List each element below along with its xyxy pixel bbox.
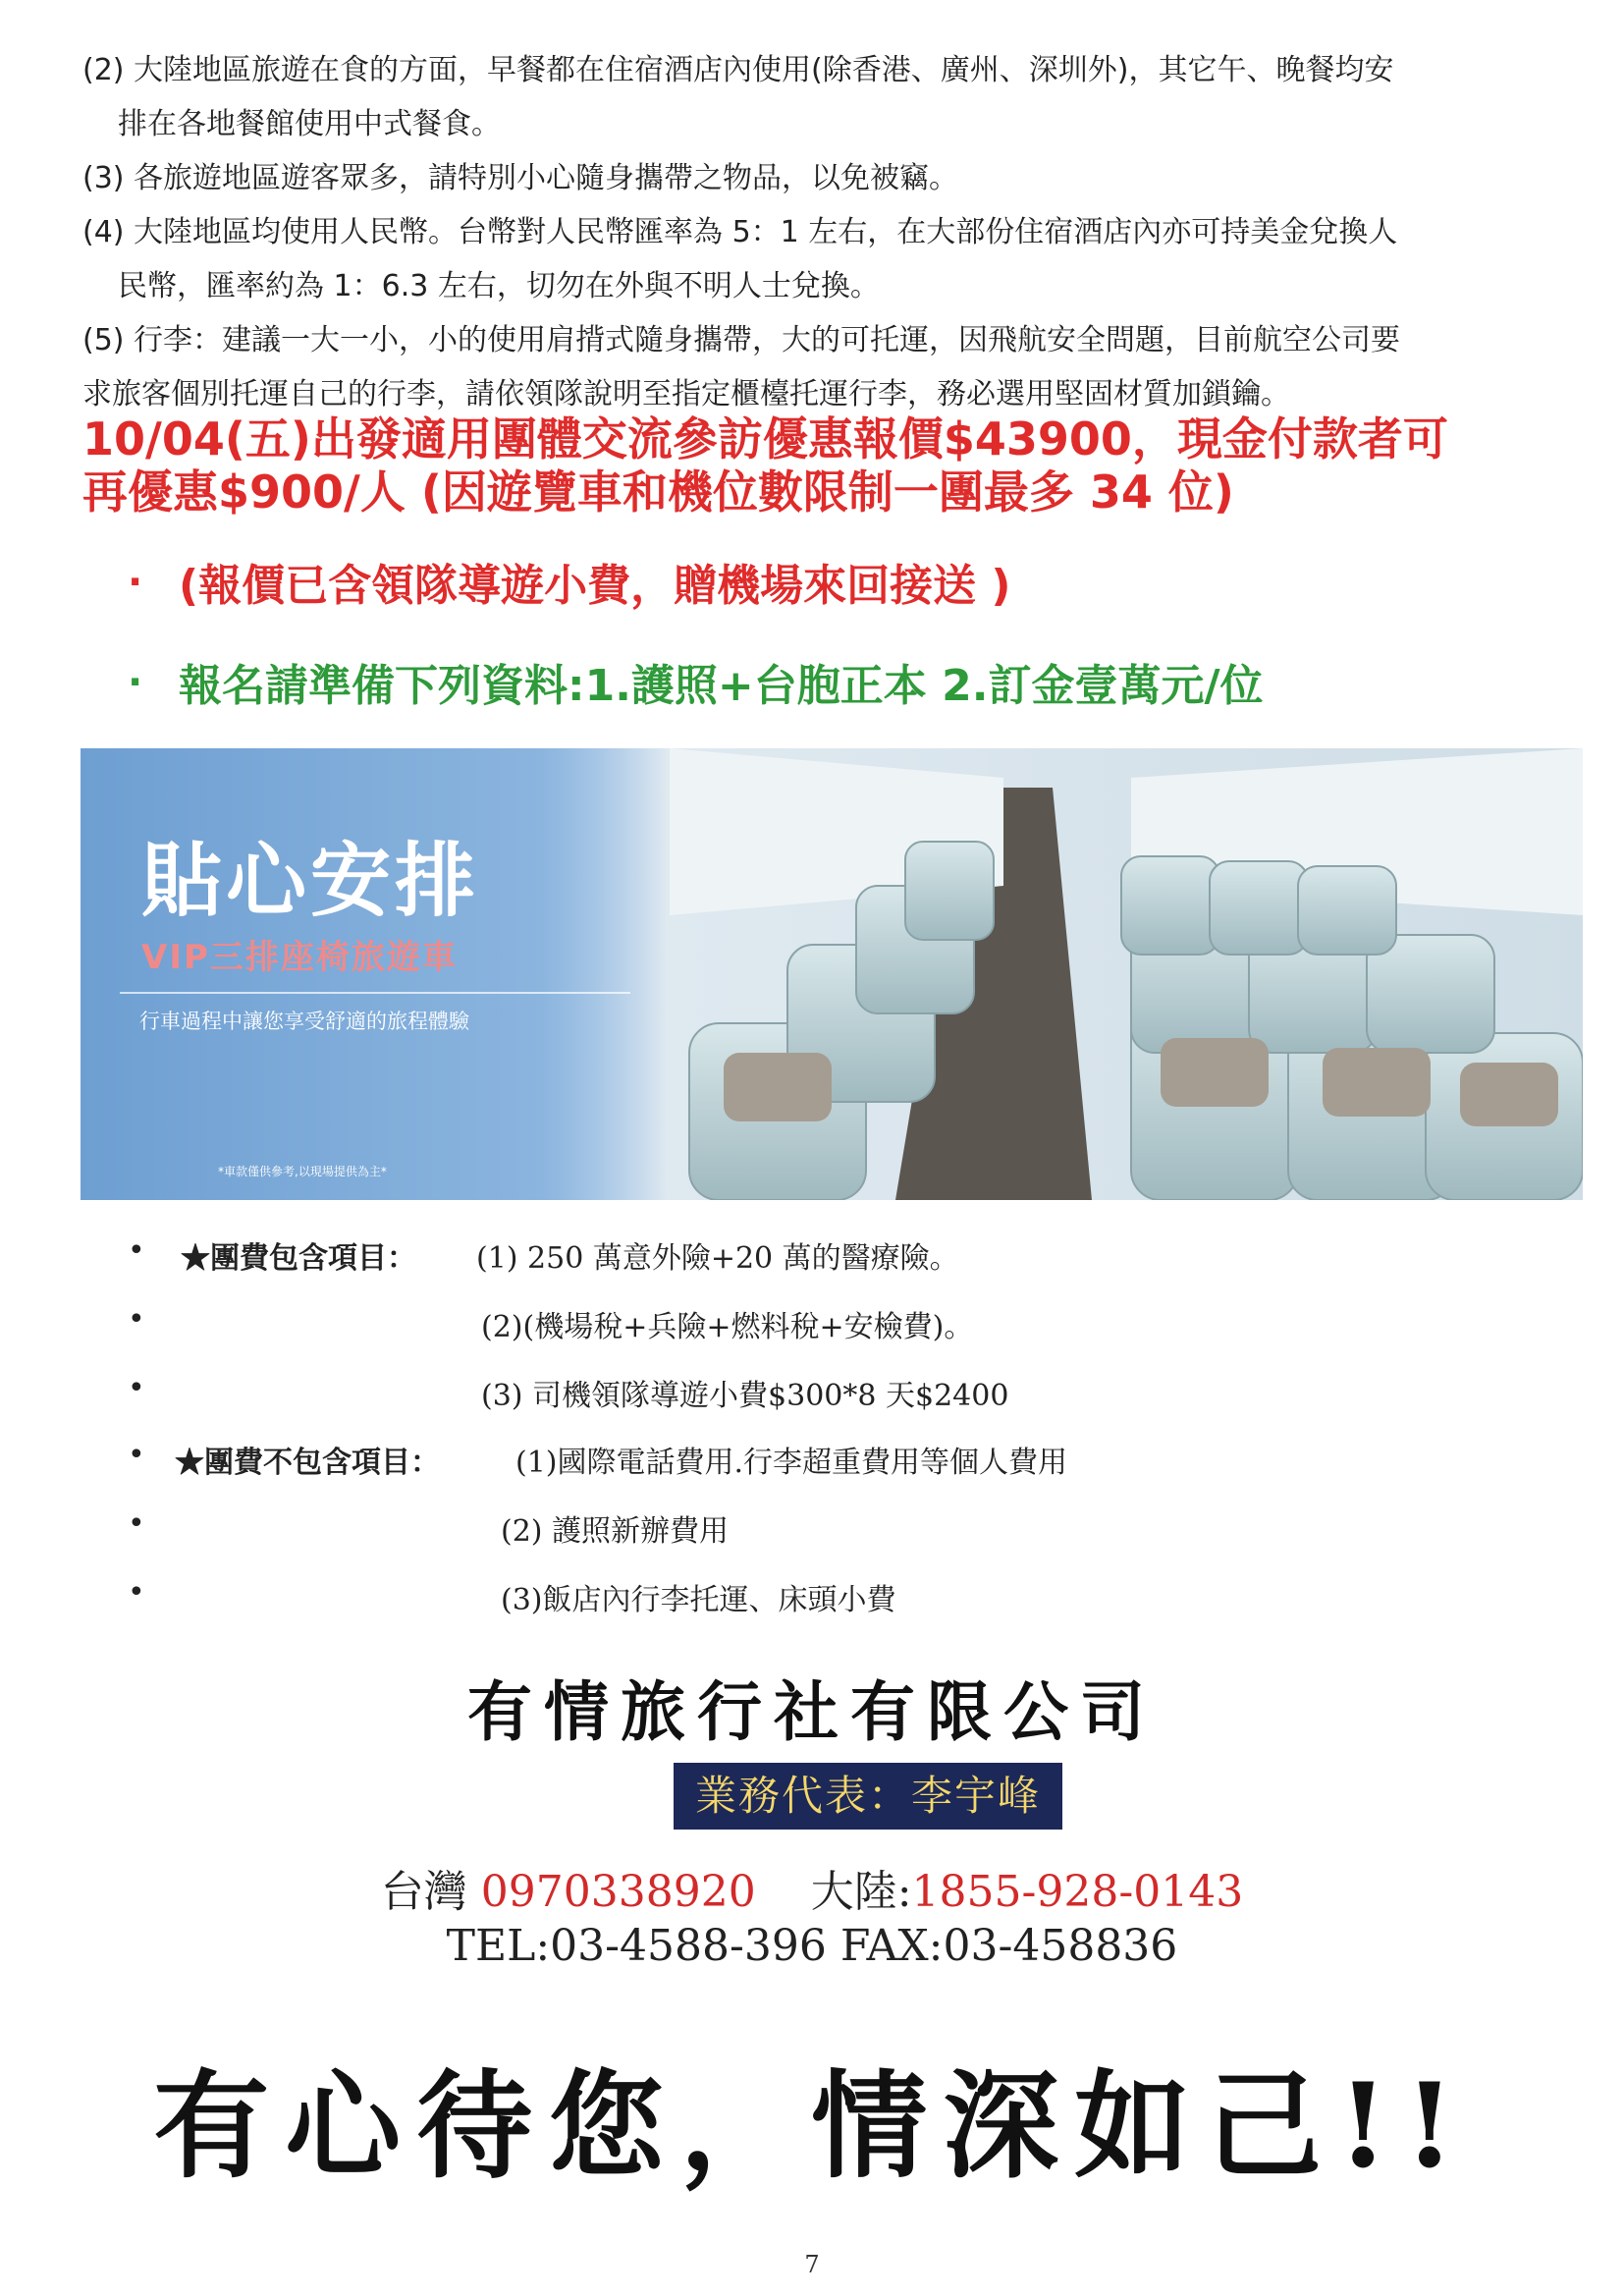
page-number: 7 [804,2251,820,2278]
bullet-dot: • [128,1575,145,1610]
taiwan-phone: 0970338920 [480,1867,756,1917]
note-3-line-1: (3) 各旅遊地區遊客眾多，請特別小心隨身攜帶之物品，以免被竊。 [82,161,959,195]
fee-exclude-item-1: (1)國際電話費用.行李超重費用等個人費用 [515,1446,1068,1480]
banner-title: 貼心安排 [141,834,480,928]
promo-line-1: 10/04(五)出發適用團體交流參訪優惠報價$43900，現金付款者可 [82,412,1448,465]
note-4-line-1: (4) 大陸地區均使用人民幣。台幣對人民幣匯率為 5：1 左右，在大部份住宿酒店內亦可持美金兌換人 [82,215,1398,249]
china-label: 大陸: [810,1867,912,1917]
fee-include-item-2: (2)(機場稅+兵險+燃料稅+安檢費)。 [481,1310,974,1344]
bullet-dot: . [128,650,143,695]
banner-subtitle: VIP三排座椅旅遊車 [141,938,458,977]
promo-line-2: 再優惠$900/人 (因遊覽車和機位數限制一團最多 34 位) [82,465,1234,519]
note-5-line-1: (5) 行李：建議一大一小，小的使用肩揹式隨身攜帶，大的可托運，因飛航安全問題，目前航空公司要 [82,323,1401,357]
fee-include-item-3: (3) 司機領隊導遊小費$300*8 天$2400 [481,1379,1009,1413]
banner-divider [120,992,630,994]
note-2-line-1: (2) 大陸地區旅遊在食的方面，早餐都在住宿酒店內使用(除香港、廣州、深圳外)，其它午、晚餐均安 [82,53,1394,87]
fee-include-label: ★團費包含項目： [181,1241,416,1276]
promo-price [82,412,1555,519]
bullet-dot: • [128,1371,145,1405]
promo-included-text: (報價已含領隊導遊小費，贈機場來回接送 ) [179,561,1011,611]
note-2-line-2: 排在各地餐館使用中式餐食。 [118,107,501,141]
taiwan-label: 台灣 [380,1867,467,1917]
note-4-line-2: 民幣，匯率約為 1：6.3 左右，切勿在外與不明人士兌換。 [118,269,880,303]
banner-footnote: *車款僅供參考,以現場提供為主* [218,1165,387,1178]
banner-description: 行車過程中讓您享受舒適的旅程體驗 [139,1010,469,1033]
phone-line [0,1856,1624,1919]
promo-requirements-text: 報名請準備下列資料:1.護照+台胞正本 2.訂金壹萬元/位 [179,661,1264,711]
slogan: 有心待您，情深如己!! [153,2057,1471,2194]
china-phone: 1855-928-0143 [911,1867,1244,1917]
fee-include-item-1: (1) 250 萬意外險+20 萬的醫療險。 [476,1241,959,1276]
company-name: 有情旅行社有限公司 [467,1673,1157,1750]
bus-banner [81,748,1583,1200]
fee-exclude-item-2: (2) 護照新辦費用 [501,1514,730,1549]
sales-representative: 業務代表：李宇峰 [674,1763,1062,1830]
bullet-dot: . [128,550,143,595]
fee-exclude-label: ★團費不包含項目： [175,1446,440,1480]
travel-notes [82,43,1555,421]
note-5-line-2: 求旅客個別托運自己的行李，請依領隊說明至指定櫃檯托運行李，務必選用堅固材質加鎖鑰。 [82,377,1290,411]
bullet-dot: • [128,1233,145,1268]
tel-fax-line: TEL:03-4588-396 FAX:03-458836 [446,1921,1178,1971]
bullet-dot: • [128,1438,145,1472]
bullet-dot: • [128,1302,145,1337]
bus-interior-image [542,748,1583,1200]
bullet-dot: • [128,1506,145,1541]
fee-exclude-item-3: (3)飯店內行李托運、床頭小費 [501,1583,896,1617]
